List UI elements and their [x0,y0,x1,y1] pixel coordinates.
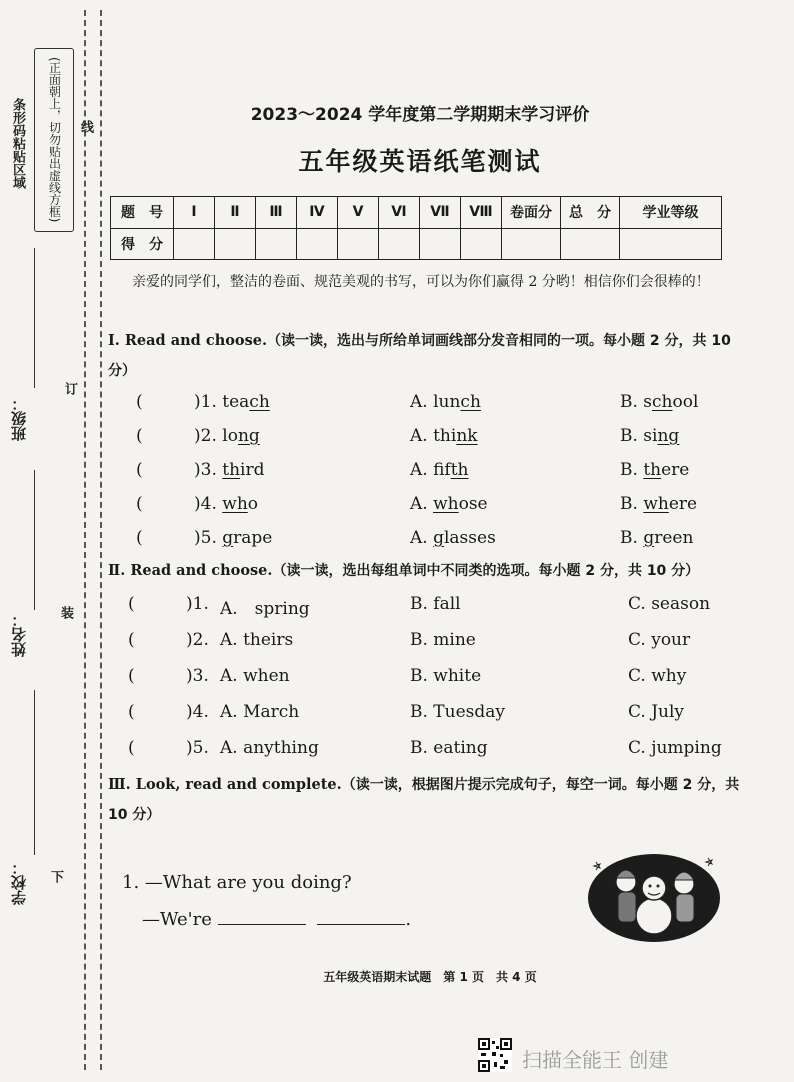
section-1-heading [108,326,748,386]
barcode-area-label: 条形码粘贴区域 [10,98,25,189]
score-input-cell[interactable] [174,228,215,260]
question-number: )1. [194,392,217,412]
score-cell: Ⅴ [338,197,379,229]
s2-option-c: C. July [628,702,685,722]
opt-b-post: reen [654,528,694,548]
score-input-cell[interactable] [256,228,297,260]
answer-paren[interactable]: ( [136,528,143,548]
section-3-heading [108,770,748,830]
opt-a-pre: A. fif [410,460,451,480]
section-2-title: Ⅱ. Read and choose. [108,562,273,579]
binding-dashed-line-outer [84,10,86,1070]
score-input-cell[interactable] [379,228,420,260]
answer-paren[interactable]: ( [136,426,143,446]
school-input-line[interactable] [34,690,35,855]
opt-a-underlined: th [450,460,469,480]
snowman-kids-picture [584,848,724,944]
score-input-cell[interactable] [502,228,561,260]
s1-option-a [410,528,496,548]
score-cell: Ⅶ [420,197,461,229]
s2-option-a: A. March [220,702,300,722]
scanner-watermark: 扫描全能王 创建 [522,1048,669,1072]
s1-question-row [136,426,756,454]
answer-paren[interactable]: ( [128,594,135,614]
barcode-note: (正面朝上，切勿贴出虚线方框) [47,57,62,223]
s2-question-row [128,630,748,658]
class-label: 班级： [10,396,28,441]
opt-a-underlined: ch [460,392,481,412]
s2-option-a: A. theirs [220,630,294,650]
score-input-cell[interactable] [338,228,379,260]
s1-question-row [136,528,756,556]
s2-option-b: B. mine [410,630,476,650]
score-cell: Ⅱ [215,197,256,229]
opt-b-post: ere [661,460,690,480]
word-post: ird [240,460,265,480]
question-number: )3. [194,460,217,480]
word-post: rape [233,528,273,548]
s2-option-c: C. jumping [628,738,722,758]
opt-a-underlined: wh [433,494,459,514]
s3-q1-answer-end: . [405,909,412,930]
s1-option-a [410,426,478,446]
opt-b-underlined: g [643,528,655,548]
opt-a-pre: A. [410,528,434,548]
score-input-cell[interactable] [561,228,620,260]
score-cell: Ⅷ [461,197,502,229]
opt-a-pre: A. [410,494,434,514]
s3-q1-answer-prefix: —We're [142,909,212,930]
section-3-instruction: （读一读，根据图片提示完成句子，每空一词。每小题 2 分，共 10 分） [108,777,740,823]
question-number: )5. [186,738,209,758]
s1-question-row [136,460,756,488]
score-row-label: 得 分 [111,228,174,260]
opt-b-underlined: ch [652,392,673,412]
exam-title: 五年级英语纸笔测试 [298,147,542,176]
section-3-title: Ⅲ. Look, read and complete. [108,776,342,793]
school-label: 学校： [10,860,28,905]
s1-question-word [194,392,270,412]
section-1-title: Ⅰ. Read and choose. [108,332,268,349]
word-underlined: wh [222,494,248,514]
score-input-cell[interactable] [297,228,338,260]
word-pre: tea [222,392,250,412]
s3-q1-answer [142,906,411,930]
word-underlined: ch [249,392,270,412]
s2-question-row [128,594,748,622]
opt-a-underlined: nk [456,426,478,446]
opt-b-underlined: th [643,460,662,480]
s2-question-row [128,666,748,694]
s3-q1-question: 1. —What are you doing? [122,872,352,893]
s1-option-b [620,528,693,548]
answer-paren[interactable]: ( [128,666,135,686]
word-underlined: g [222,528,234,548]
s1-question-word [194,494,258,514]
intro-text: 亲爱的同学们，整洁的卷面、规范美观的书写，可以为你们赢得 2 分哟！相信你们会很棒的！ [132,274,710,290]
score-table [110,196,722,260]
line-mark: 线 [78,120,93,133]
section-2-heading [108,556,748,586]
s2-option-b: B. eating [410,738,488,758]
word-pre: lo [222,426,238,446]
s1-option-b [620,426,679,446]
name-label: 姓名： [10,612,28,657]
word-post: o [247,494,259,514]
s2-option-a: A. spring [220,599,310,619]
score-input-cell[interactable] [420,228,461,260]
section-1-instruction: （读一读，选出与所给单词画线部分发音相同的一项。每小题 2 分，共 10 分） [108,333,731,379]
question-number: )2. [194,426,217,446]
name-input-line[interactable] [34,470,35,610]
opt-a-pre: A. lun [410,392,461,412]
question-number: )4. [186,702,209,722]
s2-question-row [128,738,748,766]
s3-q1-blank-1[interactable] [218,906,306,925]
order-mark: 订 [62,382,77,395]
score-table-header-row [111,197,722,229]
question-number: )1. [186,594,209,614]
s2-option-a: A. when [220,666,290,686]
score-cell: Ⅳ [297,197,338,229]
score-cell: 卷面分 [502,197,561,229]
s2-question-row [128,702,748,730]
answer-paren[interactable]: ( [136,460,143,480]
score-input-cell[interactable] [620,228,722,260]
answer-paren[interactable]: ( [136,392,143,412]
s1-option-b [620,494,697,514]
question-number: )2. [186,630,209,650]
question-number: )4. [194,494,217,514]
s1-option-a [410,460,469,480]
barcode-note-box [34,48,74,232]
opt-a-pre: A. thi [410,426,457,446]
s3-q1-blank-2[interactable] [317,906,405,925]
s1-option-a [410,494,488,514]
binding-dashed-line-inner [100,10,102,1070]
score-table-score-row [111,228,722,260]
opt-a-post: ose [458,494,488,514]
s2-option-c: C. your [628,630,691,650]
s1-question-word [194,528,272,548]
s2-option-b: B. Tuesday [410,702,505,722]
section-2-instruction: （读一读，选出每组单词中不同类的选项。每小题 2 分，共 10 分） [272,563,700,579]
answer-paren[interactable]: ( [128,630,135,650]
s2-option-c: C. why [628,666,687,686]
opt-b-underlined: ng [657,426,680,446]
word-underlined: th [222,460,241,480]
opt-a-underlined: g [433,528,444,548]
s1-option-b [620,460,689,480]
s1-question-word [194,460,265,480]
opt-b-pre: B. [620,528,644,548]
opt-a-post: lasses [443,528,496,548]
s2-option-b: B. fall [410,594,461,614]
year-title: 2023～2024 学年度第二学期期末学习评价 [250,105,590,125]
opt-b-post: ere [668,494,698,514]
score-cell: Ⅵ [379,197,420,229]
word-underlined: ng [237,426,260,446]
opt-b-underlined: wh [643,494,669,514]
opt-b-pre: B. [620,494,644,514]
score-cell: 学业等级 [620,197,722,229]
score-cell: Ⅰ [174,197,215,229]
s1-question-row [136,494,756,522]
opt-b-post: ool [672,392,699,412]
class-input-line[interactable] [34,248,35,388]
question-number: )3. [186,666,209,686]
answer-paren[interactable]: ( [136,494,143,514]
down-mark: 下 [48,870,63,883]
question-number: )5. [194,528,217,548]
opt-b-pre: B. si [620,426,658,446]
s1-option-a [410,392,481,412]
s2-option-b: B. white [410,666,482,686]
page-footer: 五年级英语期末试题 第 1 页 共 4 页 [323,970,537,984]
s1-question-word [194,426,260,446]
answer-paren[interactable]: ( [128,702,135,722]
opt-b-pre: B. [620,460,644,480]
score-input-cell[interactable] [215,228,256,260]
score-cell: 总 分 [561,197,620,229]
score-cell: 题 号 [111,197,174,229]
opt-b-pre: B. s [620,392,653,412]
score-cell: Ⅲ [256,197,297,229]
qr-code-icon [478,1038,512,1072]
s2-option-c: C. season [628,594,711,614]
s1-option-b [620,392,698,412]
s1-question-row [136,392,756,420]
answer-paren[interactable]: ( [128,738,135,758]
score-input-cell[interactable] [461,228,502,260]
s2-option-a: A. anything [220,738,319,758]
bind-mark: 装 [58,606,73,619]
